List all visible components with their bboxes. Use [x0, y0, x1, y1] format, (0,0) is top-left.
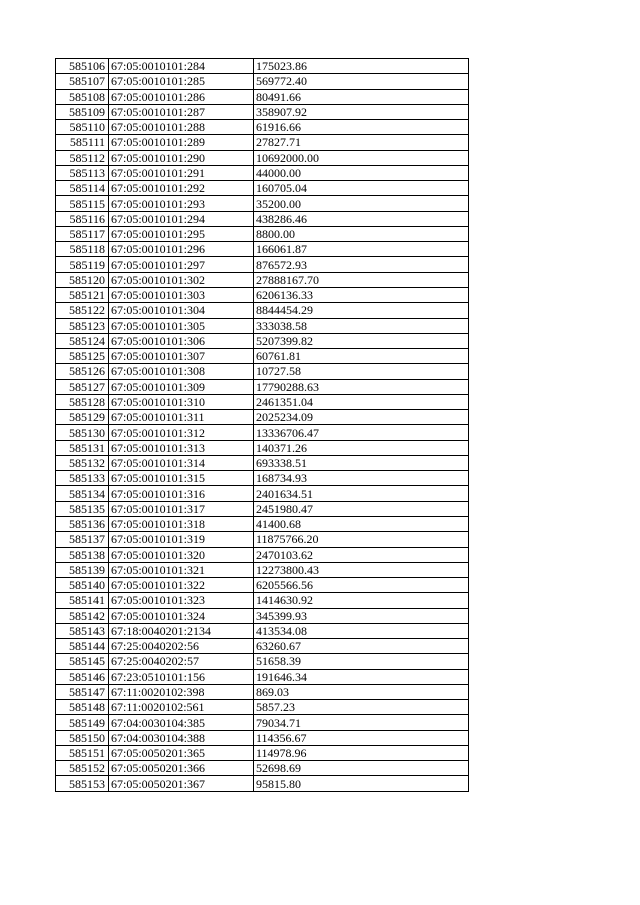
cadastral-number-cell: 67:05:0010101:311 — [109, 410, 254, 425]
table-row — [56, 287, 469, 302]
row-number-cell: 585108 — [56, 89, 109, 104]
cadastral-number-cell: 67:05:0010101:321 — [109, 562, 254, 577]
cadastral-number-cell: 67:05:0050201:367 — [109, 776, 254, 791]
value-cell: 345399.93 — [254, 608, 469, 623]
cadastral-number-cell: 67:05:0010101:305 — [109, 318, 254, 333]
cadastral-number-cell: 67:05:0010101:302 — [109, 272, 254, 287]
row-number-cell: 585117 — [56, 226, 109, 241]
cadastral-number-cell: 67:04:0030104:385 — [109, 715, 254, 730]
table-row — [56, 318, 469, 333]
table-row — [56, 532, 469, 547]
table-body — [56, 59, 469, 792]
table-row — [56, 639, 469, 654]
table-row — [56, 654, 469, 669]
cadastral-number-cell: 67:05:0010101:309 — [109, 379, 254, 394]
table-row — [56, 684, 469, 699]
cadastral-number-cell: 67:05:0050201:366 — [109, 761, 254, 776]
table-row — [56, 333, 469, 348]
value-cell: 2461351.04 — [254, 394, 469, 409]
table-row — [56, 150, 469, 165]
value-cell: 63260.67 — [254, 639, 469, 654]
table-row — [56, 715, 469, 730]
cadastral-number-cell: 67:05:0010101:320 — [109, 547, 254, 562]
cadastral-number-cell: 67:05:0010101:292 — [109, 181, 254, 196]
value-cell: 80491.66 — [254, 89, 469, 104]
table-row — [56, 608, 469, 623]
row-number-cell: 585124 — [56, 333, 109, 348]
value-cell: 358907.92 — [254, 104, 469, 119]
value-cell: 51658.39 — [254, 654, 469, 669]
value-cell: 569772.40 — [254, 74, 469, 89]
table-row — [56, 440, 469, 455]
cadastral-number-cell: 67:05:0010101:290 — [109, 150, 254, 165]
table-row — [56, 59, 469, 74]
row-number-cell: 585129 — [56, 410, 109, 425]
row-number-cell: 585126 — [56, 364, 109, 379]
row-number-cell: 585128 — [56, 394, 109, 409]
value-cell: 10727.58 — [254, 364, 469, 379]
table-row — [56, 226, 469, 241]
value-cell: 52698.69 — [254, 761, 469, 776]
cadastral-number-cell: 67:11:0020102:398 — [109, 684, 254, 699]
row-number-cell: 585111 — [56, 135, 109, 150]
row-number-cell: 585114 — [56, 181, 109, 196]
cadastral-number-cell: 67:05:0010101:324 — [109, 608, 254, 623]
row-number-cell: 585140 — [56, 578, 109, 593]
cadastral-number-cell: 67:05:0010101:314 — [109, 455, 254, 470]
row-number-cell: 585151 — [56, 745, 109, 760]
table-row — [56, 379, 469, 394]
value-cell: 191646.34 — [254, 669, 469, 684]
cadastral-number-cell: 67:05:0010101:288 — [109, 120, 254, 135]
value-cell: 413534.08 — [254, 623, 469, 638]
value-cell: 160705.04 — [254, 181, 469, 196]
value-cell: 876572.93 — [254, 257, 469, 272]
table-row — [56, 776, 469, 791]
table-row — [56, 74, 469, 89]
cadastral-number-cell: 67:05:0010101:291 — [109, 165, 254, 180]
row-number-cell: 585143 — [56, 623, 109, 638]
row-number-cell: 585122 — [56, 303, 109, 318]
table-row — [56, 745, 469, 760]
row-number-cell: 585135 — [56, 501, 109, 516]
value-cell: 95815.80 — [254, 776, 469, 791]
cadastral-number-cell: 67:05:0010101:287 — [109, 104, 254, 119]
table-row — [56, 257, 469, 272]
value-cell: 10692000.00 — [254, 150, 469, 165]
table-row — [56, 730, 469, 745]
value-cell: 6206136.33 — [254, 287, 469, 302]
row-number-cell: 585106 — [56, 59, 109, 74]
table-row — [56, 394, 469, 409]
row-number-cell: 585130 — [56, 425, 109, 440]
row-number-cell: 585153 — [56, 776, 109, 791]
row-number-cell: 585141 — [56, 593, 109, 608]
table-row — [56, 486, 469, 501]
value-cell: 333038.58 — [254, 318, 469, 333]
row-number-cell: 585147 — [56, 684, 109, 699]
value-cell: 8844454.29 — [254, 303, 469, 318]
row-number-cell: 585137 — [56, 532, 109, 547]
value-cell: 35200.00 — [254, 196, 469, 211]
value-cell: 5857.23 — [254, 700, 469, 715]
value-cell: 79034.71 — [254, 715, 469, 730]
value-cell: 8800.00 — [254, 226, 469, 241]
row-number-cell: 585133 — [56, 471, 109, 486]
row-number-cell: 585132 — [56, 455, 109, 470]
row-number-cell: 585139 — [56, 562, 109, 577]
value-cell: 61916.66 — [254, 120, 469, 135]
cadastral-number-cell: 67:05:0010101:316 — [109, 486, 254, 501]
value-cell: 44000.00 — [254, 165, 469, 180]
row-number-cell: 585127 — [56, 379, 109, 394]
row-number-cell: 585123 — [56, 318, 109, 333]
cadastral-number-cell: 67:25:0040202:57 — [109, 654, 254, 669]
row-number-cell: 585109 — [56, 104, 109, 119]
cadastral-number-cell: 67:05:0010101:284 — [109, 59, 254, 74]
row-number-cell: 585146 — [56, 669, 109, 684]
row-number-cell: 585116 — [56, 211, 109, 226]
row-number-cell: 585136 — [56, 516, 109, 531]
cadastral-number-cell: 67:05:0010101:322 — [109, 578, 254, 593]
row-number-cell: 585150 — [56, 730, 109, 745]
table-row — [56, 211, 469, 226]
cadastral-number-cell: 67:05:0010101:315 — [109, 471, 254, 486]
cadastral-number-cell: 67:04:0030104:388 — [109, 730, 254, 745]
value-cell: 60761.81 — [254, 349, 469, 364]
value-cell: 693338.51 — [254, 455, 469, 470]
cadastral-number-cell: 67:05:0010101:289 — [109, 135, 254, 150]
cadastral-number-cell: 67:05:0010101:295 — [109, 226, 254, 241]
cadastral-number-cell: 67:05:0050201:365 — [109, 745, 254, 760]
row-number-cell: 585148 — [56, 700, 109, 715]
row-number-cell: 585113 — [56, 165, 109, 180]
cadastral-number-cell: 67:25:0040202:56 — [109, 639, 254, 654]
value-cell: 27888167.70 — [254, 272, 469, 287]
cadastral-number-cell: 67:05:0010101:318 — [109, 516, 254, 531]
value-cell: 13336706.47 — [254, 425, 469, 440]
value-cell: 114978.96 — [254, 745, 469, 760]
value-cell: 2470103.62 — [254, 547, 469, 562]
cadastral-number-cell: 67:05:0010101:317 — [109, 501, 254, 516]
row-number-cell: 585149 — [56, 715, 109, 730]
cadastral-number-cell: 67:05:0010101:286 — [109, 89, 254, 104]
value-cell: 17790288.63 — [254, 379, 469, 394]
table-row — [56, 120, 469, 135]
value-cell: 166061.87 — [254, 242, 469, 257]
cadastral-number-cell: 67:23:0510101:156 — [109, 669, 254, 684]
value-cell: 869.03 — [254, 684, 469, 699]
cadastral-number-cell: 67:05:0010101:308 — [109, 364, 254, 379]
value-cell: 6205566.56 — [254, 578, 469, 593]
row-number-cell: 585120 — [56, 272, 109, 287]
cadastral-number-cell: 67:05:0010101:312 — [109, 425, 254, 440]
value-cell: 438286.46 — [254, 211, 469, 226]
row-number-cell: 585121 — [56, 287, 109, 302]
table-row — [56, 501, 469, 516]
data-table — [55, 58, 469, 792]
cadastral-number-cell: 67:05:0010101:306 — [109, 333, 254, 348]
table-row — [56, 89, 469, 104]
row-number-cell: 585125 — [56, 349, 109, 364]
table-row — [56, 562, 469, 577]
row-number-cell: 585142 — [56, 608, 109, 623]
cadastral-number-cell: 67:05:0010101:307 — [109, 349, 254, 364]
cadastral-number-cell: 67:05:0010101:304 — [109, 303, 254, 318]
table-row — [56, 165, 469, 180]
cadastral-number-cell: 67:05:0010101:310 — [109, 394, 254, 409]
cadastral-number-cell: 67:05:0010101:294 — [109, 211, 254, 226]
value-cell: 11875766.20 — [254, 532, 469, 547]
table-row — [56, 669, 469, 684]
table-row — [56, 471, 469, 486]
table-row — [56, 593, 469, 608]
row-number-cell: 585115 — [56, 196, 109, 211]
value-cell: 140371.26 — [254, 440, 469, 455]
row-number-cell: 585131 — [56, 440, 109, 455]
cadastral-number-cell: 67:05:0010101:285 — [109, 74, 254, 89]
row-number-cell: 585107 — [56, 74, 109, 89]
table-row — [56, 547, 469, 562]
table-row — [56, 272, 469, 287]
value-cell: 175023.86 — [254, 59, 469, 74]
cadastral-number-cell: 67:05:0010101:319 — [109, 532, 254, 547]
table-row — [56, 364, 469, 379]
value-cell: 41400.68 — [254, 516, 469, 531]
table-row — [56, 578, 469, 593]
cadastral-number-cell: 67:05:0010101:323 — [109, 593, 254, 608]
table-row — [56, 516, 469, 531]
value-cell: 5207399.82 — [254, 333, 469, 348]
value-cell: 2025234.09 — [254, 410, 469, 425]
cadastral-number-cell: 67:11:0020102:561 — [109, 700, 254, 715]
value-cell: 2451980.47 — [254, 501, 469, 516]
table-row — [56, 135, 469, 150]
table-row — [56, 761, 469, 776]
row-number-cell: 585138 — [56, 547, 109, 562]
table-row — [56, 700, 469, 715]
cadastral-number-cell: 67:05:0010101:303 — [109, 287, 254, 302]
row-number-cell: 585118 — [56, 242, 109, 257]
value-cell: 27827.71 — [254, 135, 469, 150]
cadastral-number-cell: 67:05:0010101:297 — [109, 257, 254, 272]
value-cell: 114356.67 — [254, 730, 469, 745]
cadastral-number-cell: 67:05:0010101:296 — [109, 242, 254, 257]
row-number-cell: 585110 — [56, 120, 109, 135]
table-row — [56, 425, 469, 440]
value-cell: 168734.93 — [254, 471, 469, 486]
table-row — [56, 196, 469, 211]
cadastral-number-cell: 67:05:0010101:293 — [109, 196, 254, 211]
row-number-cell: 585119 — [56, 257, 109, 272]
table-row — [56, 410, 469, 425]
table-row — [56, 242, 469, 257]
row-number-cell: 585134 — [56, 486, 109, 501]
value-cell: 1414630.92 — [254, 593, 469, 608]
cadastral-number-cell: 67:05:0010101:313 — [109, 440, 254, 455]
value-cell: 2401634.51 — [254, 486, 469, 501]
table-row — [56, 349, 469, 364]
row-number-cell: 585145 — [56, 654, 109, 669]
row-number-cell: 585112 — [56, 150, 109, 165]
cadastral-number-cell: 67:18:0040201:2134 — [109, 623, 254, 638]
table-row — [56, 104, 469, 119]
table-row — [56, 623, 469, 638]
table-row — [56, 303, 469, 318]
value-cell: 12273800.43 — [254, 562, 469, 577]
table-row — [56, 455, 469, 470]
table-row — [56, 181, 469, 196]
row-number-cell: 585152 — [56, 761, 109, 776]
row-number-cell: 585144 — [56, 639, 109, 654]
